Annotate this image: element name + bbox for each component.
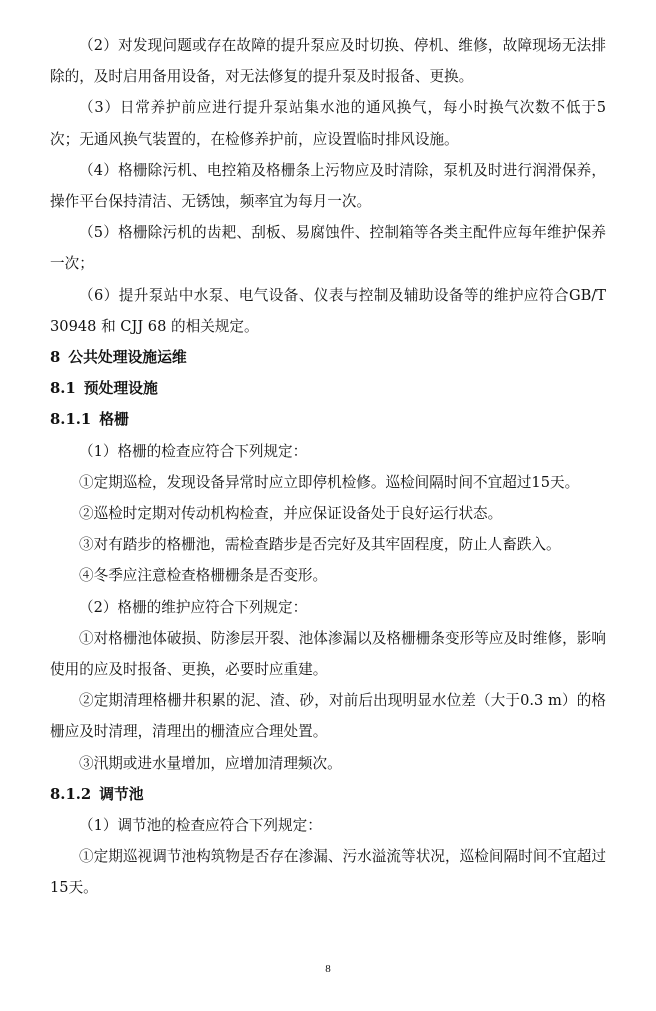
paragraph: （2）格栅的维护应符合下列规定： (79, 598, 308, 616)
page-number: 8 (325, 963, 331, 975)
section-number: 8 (50, 349, 61, 367)
paragraph: （1）调节池的检查应符合下列规定： (79, 817, 322, 835)
section-heading (50, 373, 606, 404)
paragraph: （6）提升泵站中水泵、电气设备、仪表与控制及辅助设备等的维护应符合GB/T 30948 和 CJJ 68 的相关规定。 (50, 286, 606, 335)
paragraph: ③汛期或进水量增加，应增加清理频次。 (79, 754, 342, 772)
section-number: 8.1 (50, 380, 76, 398)
section-number: 8.1.2 (50, 785, 92, 803)
document-page (50, 30, 606, 904)
section-title: 预处理设施 (83, 380, 158, 398)
section-number: 8.1.1 (50, 411, 92, 429)
paragraph: （5）格栅除污机的齿耙、刮板、易腐蚀件、控制箱等各类主配件应每年维护保养一次； (50, 224, 606, 273)
paragraph: （3）日常养护前应进行提升泵站集水池的通风换气，每小时换气次数不低于5次；无通风换气装置的，在检修养护前，应设置临时排风设施。 (50, 99, 606, 148)
paragraph: ①定期巡视调节池构筑物是否存在渗漏、污水溢流等状况，巡检间隔时间不宜超过15天。 (50, 848, 606, 897)
paragraph: （2）对发现问题或存在故障的提升泵应及时切换、停机、维修，故障现场无法排除的，及时启用备用设备，对无法修复的提升泵及时报备、更换。 (50, 37, 606, 86)
section-title: 格栅 (99, 411, 129, 429)
paragraph: ①对格栅池体破损、防渗层开裂、池体渗漏以及格栅栅条变形等应及时维修，影响使用的应及时报备、更换，必要时应重建。 (50, 629, 606, 679)
paragraph: ①定期巡检，发现设备异常时应立即停机检修。巡检间隔时间不宜超过15天。 (79, 473, 580, 491)
paragraph: ③对有踏步的格栅池，需检查踏步是否完好及其牢固程度，防止人畜跌入。 (79, 536, 561, 554)
paragraph: ②巡检时定期对传动机构检查，并应保证设备处于良好运行状态。 (79, 505, 503, 523)
section-heading (50, 779, 606, 810)
section-heading (50, 404, 606, 435)
section-heading (50, 342, 606, 373)
paragraph: （4）格栅除污机、电控箱及格栅条上污物应及时清除，泵机及时进行润滑保养，操作平台保持清洁、无锈蚀，频率宜为每月一次。 (50, 161, 606, 211)
section-title: 公共处理设施运维 (68, 349, 187, 367)
paragraph: （1）格栅的检查应符合下列规定： (79, 442, 308, 460)
section-title: 调节池 (99, 785, 144, 803)
paragraph: ④冬季应注意检查格栅栅条是否变形。 (79, 567, 328, 585)
paragraph: ②定期清理格栅井积累的泥、渣、砂，对前后出现明显水位差（大于0.3 m）的格栅应及时清理，清理出的栅渣应合理处置。 (50, 692, 606, 741)
